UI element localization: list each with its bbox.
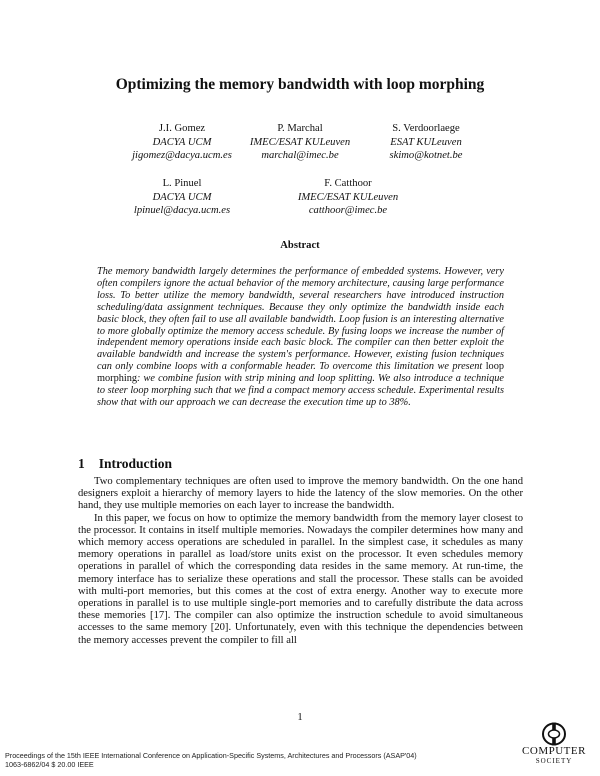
footer (5, 751, 417, 769)
footer-proceedings: Proceedings of the 15th IEEE International Conference on Application-Specific Systems, Architectures and Processors (ASAP'04) (5, 751, 417, 760)
abstract-text (97, 266, 504, 409)
section-heading (78, 456, 172, 472)
author-email[interactable]: marchal@imec.be (261, 150, 339, 161)
author-email[interactable]: jigomez@dacya.ucm.es (132, 150, 232, 161)
author-email[interactable]: skimo@kotnet.be (389, 150, 463, 161)
author-block (118, 177, 246, 218)
author-name: S. Verdoorlaege (392, 123, 460, 134)
author-name: F. Catthoor (324, 178, 372, 189)
paper-title: Optimizing the memory bandwidth with loop morphing (115, 76, 485, 93)
logo-text-computer: COMPUTER (522, 745, 586, 757)
author-affiliation: IMEC/ESAT KULeuven (249, 136, 351, 148)
author-block (370, 122, 482, 163)
computer-society-logo (518, 722, 590, 772)
abstract-heading: Abstract (280, 240, 320, 251)
abstract-text-before: The memory bandwidth largely determines the performance of embedded systems. However, very often compilers ignore the actual behavior of the memory architecture, causing large performance loss. To better utilize the memory bandwidth, several researchers have introduced instruction scheduling/data assignment techniques. Because they only optimize the bandwidth inside each basic block, they often fail to use all available bandwidth. Loop fusion is an interesting alternative to more globally optimize the memory access schedule. By fusing loops we increase the number of independent memory operations inside each basic block. The compiler can then better exploit the available bandwidth and increase the system's performance. However, existing fusion techniques can only combine loops with a conformable header. To overcome this limitation we present (97, 266, 504, 373)
section-number: 1 (78, 456, 85, 471)
paragraph: In this paper, we focus on how to optimize the memory bandwidth from the memory layer closest to the processor. It contains in itself multiple memories. Nowadays the compiler determines how many and which memory access operations are scheduled in parallel. In the simplest case, it schedules as many memory operations in parallel as load/store units exist on the processor. It even schedules memory operations in parallel of which the corresponding data resides in the same memory. At run-time, the memory interface has to serialize these operations and stall the processor. These stalls can be avoided with multi-port memories, but this comes at the cost of extra energy. Another way to execute more operations in parallel is to use multiple single-port memories and to carefully distribute the data across these memories [17]. The compiler can also optimize the instruction schedule to avoid simultaneous accesses to the same memory [20]. Unfortunately, even with this technique the dependencies between the memory accesses prevent the compiler to fill all (78, 512, 523, 646)
section-title: Introduction (98, 456, 173, 471)
author-affiliation: IMEC/ESAT KULeuven (297, 191, 399, 203)
author-affiliation: ESAT KULeuven (390, 136, 462, 148)
page-number: 1 (297, 712, 303, 723)
author-block (118, 122, 246, 163)
author-email[interactable]: lpinuel@dacya.ucm.es (133, 205, 231, 216)
computer-society-emblem-icon (541, 722, 567, 746)
author-affiliation: DACYA UCM (152, 136, 212, 148)
author-block (278, 177, 418, 218)
abstract-text-after: : we combine fusion with strip mining and loop splitting. We also introduce a technique to steer loop morphing such that we find a compact memory access schedule. Experimental results show that with our approach we can decrease the execution time up to 38%. (97, 373, 504, 408)
paragraph: Two complementary techniques are often used to improve the memory bandwidth. On the one hand designers exploit a hierarchy of memory layers to hide the latency of the slow memories. On the other hand, they use multiple memories on each layer to increase the bandwidth. (78, 476, 523, 512)
author-name: L. Pinuel (162, 178, 202, 189)
abstract-emphasis: loop morphing (97, 361, 504, 385)
logo-text-society: SOCIETY (535, 757, 573, 765)
author-name: J.I. Gomez (158, 123, 206, 134)
author-affiliation: DACYA UCM (152, 191, 212, 203)
section-body (78, 476, 523, 647)
author-name: P. Marchal (277, 123, 323, 134)
author-email[interactable]: catthoor@imec.be (308, 205, 388, 216)
author-block (240, 122, 360, 163)
footer-issn: 1063-6862/04 $ 20.00 IEEE (5, 760, 94, 769)
